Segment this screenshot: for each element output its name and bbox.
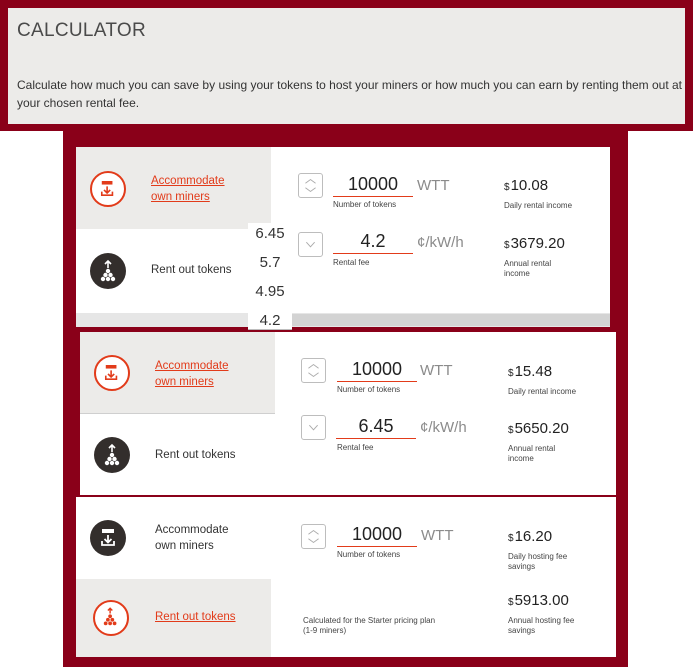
rent-out-label: Rent out tokens (155, 449, 236, 461)
calculator-panel-1 (76, 147, 610, 313)
fee-field-label: Rental fee (337, 443, 374, 452)
tokens-stepper[interactable] (301, 524, 326, 549)
currency-symbol: $ (508, 597, 514, 608)
tokens-input[interactable]: 10000 (337, 523, 417, 547)
annual-income-label (508, 444, 588, 464)
tokens-stepper[interactable] (301, 358, 326, 383)
tokens-stepper[interactable] (298, 173, 323, 198)
pricing-plan-note-2: (1-9 miners) (303, 626, 347, 635)
annual-income-label-1: Annual rental (504, 259, 552, 268)
fee-option-selected[interactable]: 4.2 (248, 312, 292, 330)
daily-income-value (504, 177, 548, 194)
header-card (8, 8, 685, 124)
fee-input[interactable]: 6.45 (336, 415, 416, 439)
accommodate-icon (90, 520, 126, 556)
annual-income-value (508, 420, 569, 437)
accommodate-icon (90, 171, 126, 207)
fee-option[interactable]: 5.7 (259, 254, 281, 271)
pricing-plan-note-1: Calculated for the Starter pricing plan (303, 616, 436, 625)
fee-unit: ¢/kW/h (420, 419, 467, 436)
currency-symbol: $ (504, 240, 510, 251)
calculator-header (0, 0, 693, 131)
rent-out-icon (93, 600, 129, 636)
fee-dropdown[interactable] (248, 223, 292, 330)
tokens-input[interactable]: 10000 (337, 358, 417, 382)
fee-field-label: Rental fee (333, 258, 370, 267)
rent-out-icon (94, 437, 130, 473)
tokens-input[interactable]: 10000 (333, 173, 413, 197)
annual-savings-label (508, 616, 588, 636)
pricing-plan-note (303, 616, 473, 636)
accommodate-line-1: Accommodate (155, 360, 229, 372)
annual-income-value (504, 235, 565, 252)
option-accommodate[interactable] (80, 332, 275, 413)
tokens-unit: WTT (420, 362, 453, 379)
annual-savings-label-1: Annual hosting fee (508, 616, 575, 625)
annual-income-label (504, 259, 584, 279)
annual-income-label-1: Annual rental (508, 444, 556, 453)
accommodate-label (155, 522, 229, 554)
annual-savings-amount: 5913.00 (514, 592, 569, 609)
daily-income-value (508, 363, 552, 380)
calculator-panel-2 (80, 332, 616, 495)
option-accommodate[interactable] (76, 147, 271, 229)
fee-option[interactable]: 4.95 (255, 283, 285, 300)
page-description: Calculate how much you can save by using your tokens to host your miners or how much you can earn by renting them out at your chosen rental fee. (17, 78, 683, 110)
fee-unit: ¢/kW/h (417, 234, 464, 251)
accommodate-label[interactable] (151, 173, 225, 205)
daily-income-label: Daily rental income (508, 387, 577, 396)
daily-savings-label (508, 552, 588, 572)
option-rent-out[interactable] (76, 579, 271, 657)
accommodate-line-2: own miners (155, 376, 214, 388)
accommodate-line-1: Accommodate (151, 175, 225, 187)
daily-income-amount: 15.48 (514, 363, 553, 380)
accommodate-line-2: own miners (151, 191, 210, 203)
daily-savings-amount: 16.20 (514, 528, 553, 545)
rent-out-label[interactable]: Rent out tokens (155, 611, 236, 623)
fee-stepper[interactable] (301, 415, 326, 440)
currency-symbol: $ (508, 425, 514, 436)
daily-savings-label-2: savings (508, 562, 536, 571)
rent-out-icon (90, 253, 126, 289)
annual-savings-label-2: savings (508, 626, 536, 635)
accommodate-label[interactable] (155, 358, 229, 390)
tokens-unit: WTT (421, 527, 454, 544)
option-rent-out[interactable] (76, 229, 271, 313)
currency-symbol: $ (508, 533, 514, 544)
fee-stepper[interactable] (298, 232, 323, 257)
accommodate-icon (94, 355, 130, 391)
fee-option[interactable]: 6.45 (255, 225, 285, 242)
horizontal-scrollbar[interactable] (76, 313, 610, 327)
accommodate-line-1: Accommodate (155, 524, 229, 536)
fee-input[interactable]: 4.2 (333, 230, 413, 254)
annual-income-label-2: income (504, 269, 530, 278)
accommodate-line-2: own miners (155, 540, 214, 552)
tokens-field-label: Number of tokens (337, 385, 401, 394)
scrollbar-thumb[interactable] (292, 314, 610, 326)
annual-savings-value (508, 592, 569, 609)
daily-savings-label-1: Daily hosting fee (508, 552, 568, 561)
option-accommodate[interactable] (76, 497, 271, 579)
annual-income-amount: 5650.20 (514, 420, 569, 437)
tokens-field-label: Number of tokens (333, 200, 397, 209)
tokens-field-label: Number of tokens (337, 550, 401, 559)
rent-out-label: Rent out tokens (151, 264, 232, 276)
daily-income-label: Daily rental income (504, 201, 573, 210)
daily-savings-value (508, 528, 552, 545)
page-title: CALCULATOR (17, 20, 146, 41)
calculator-panel-3 (76, 497, 616, 657)
tokens-unit: WTT (417, 177, 450, 194)
daily-income-amount: 10.08 (510, 177, 549, 194)
option-rent-out[interactable] (80, 413, 275, 495)
currency-symbol: $ (508, 368, 514, 379)
currency-symbol: $ (504, 182, 510, 193)
annual-income-label-2: income (508, 454, 534, 463)
annual-income-amount: 3679.20 (510, 235, 565, 252)
